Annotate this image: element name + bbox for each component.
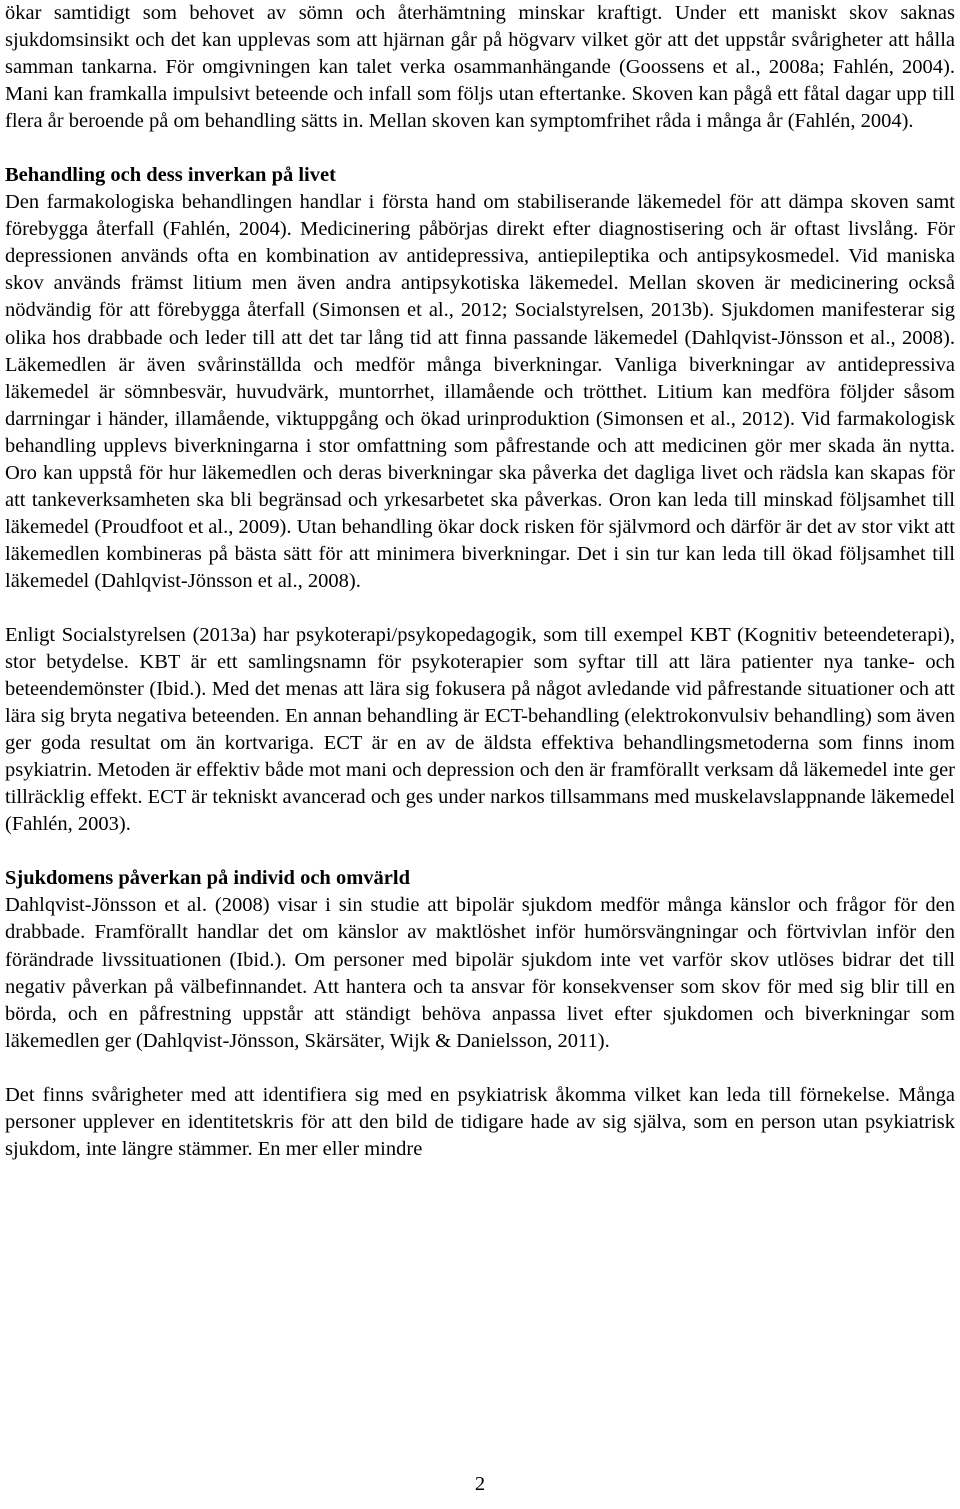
paragraph-gap xyxy=(5,135,955,162)
paragraph-gap xyxy=(5,1055,955,1082)
section-heading-impact: Sjukdomens påverkan på individ och omvärld xyxy=(5,867,410,890)
psychotherapy-paragraph: Enligt Socialstyrelsen (2013a) har psykoterapi/psykopedagogik, som till exempel KBT (Kognitiv beteendeterapi), stor betydelse. KBT är ett samlingsnamn för psykoterapier som syftar till att lära patienter nya tanke- och beteendemönster (Ibid.). Med det menas att lära sig fokusera på något avledande vid påfrestande situationer och att lära sig bryta negativa beteenden. En annan behandling är ECT-behandling (elektrokonvulsiv behandling) som även ger goda resultat om än kortvariga. ECT är en av de äldsta effektiva behandlingsmetoderna som finns inom psykiatrin. Metoden är effektiv både mot mani och depression och den är framförallt verksam då läkemedel inte ger tillräcklig effekt. ECT är tekniskt avancerad och ges under narkos tillsammans med muskelavslappnande läkemedel (Fahlén, 2003). xyxy=(5,623,955,836)
identity-paragraph: Det finns svårigheter med att identifiera sig med en psykiatrisk åkomma vilket kan leda till förnekelse. Många personer upplever en identitetskris för att den bild de tidigare hade av sig själva, som en person utan psykiatrisk sjukdom, inte längre stämmer. En mer eller mindre xyxy=(5,1083,955,1160)
page-number: 2 xyxy=(474,1473,486,1495)
section-heading-treatment: Behandling och dess inverkan på livet xyxy=(5,164,336,187)
impact-paragraph: Dahlqvist-Jönsson et al. (2008) visar i sin studie att bipolär sjukdom medför många känslor och frågor för den drabbade. Framförallt handlar det om känslor av maktlöshet inför humörsvängningar och förtvivlan inför den förändrade livssituationen (Ibid.). Om personer med bipolär sjukdom inte vet varför skov utlöses bidrar det till negativ påverkan på välbefinnandet. Att hantera och ta ansvar för konsekvenser som skov för med sig blir till en börda, och en påfrestning uppstår att ständigt behöva anpassa livet efter sjukdomen och biverkningar som läkemedlen ger (Dahlqvist-Jönsson, Skärsäter, Wijk & Danielsson, 2011). xyxy=(5,894,955,1052)
treatment-paragraph: Den farmakologiska behandlingen handlar i första hand om stabiliserande läkemedel för att dämpa skoven samt förebygga återfall (Fahlén, 2004). Medicinering påbörjas direkt efter diagnostisering och är oftast livslång. För depressionen används ofta en kombination av antidepressiva, antiepileptika och antipsykosmedel. Vid maniska skov används främst litium men även andra antipsykotiska läkemedel. Mellan skoven är medicinering också nödvändig för att förebygga återfall (Simonsen et al., 2012; Socialstyrelsen, 2013b). Sjukdomen manifesterar sig olika hos drabbade och leder till att det tar lång tid att finna passande läkemedel (Dahlqvist-Jönsson et al., 2008). Läkemedlen är även svårinställda och medför många biverkningar. Vanliga biverkningar av antidepressiva läkemedel är sömnbesvär, huvudvärk, muntorrhet, illamående och trötthet. Litium kan medföra följder såsom darrningar i händer, illamående, viktuppgång och ökad urinproduktion (Simonsen et al., 2012). Vid farmakologisk behandling upplevs biverkningarna i stor omfattning som påfrestande och att medicinen gör mer skada än nytta. Oro kan uppstå för hur läkemedlen och deras biverkningar ska påverka det dagliga livet och rädsla kan skapas för att tankeverksamheten ska bli begränsad och yrkesarbetet ska påverkas. Oron kan leda till minskad följsamhet till läkemedel (Proudfoot et al., 2009). Utan behandling ökar dock risken för självmord och därför är det av stor vikt att läkemedlen kombineras på bästa sätt för att minimera biverkningar. Det i sin tur kan leda till ökad följsamhet till läkemedel (Dahlqvist-Jönsson et al., 2008). xyxy=(5,191,955,592)
paragraph-gap xyxy=(5,595,955,622)
paragraph-gap xyxy=(5,838,955,865)
intro-paragraph: ökar samtidigt som behovet av sömn och återhämtning minskar kraftigt. Under ett maniskt skov saknas sjukdomsinsikt och det kan upplevas som att hjärnan går på högvarv vilket gör att det uppstår svårigheter att hålla samman tankarna. För omgivningen kan talet verka osammanhängande (Goossens et al., 2008a; Fahlén, 2004). Mani kan framkalla impulsivt beteende och infall som följs utan eftertanke. Skoven kan pågå ett fåtal dagar upp till flera år beroende på om behandling sätts in. Mellan skoven kan symptomfrihet råda i många år (Fahlén, 2004). xyxy=(5,2,955,133)
document-page xyxy=(5,0,955,1163)
